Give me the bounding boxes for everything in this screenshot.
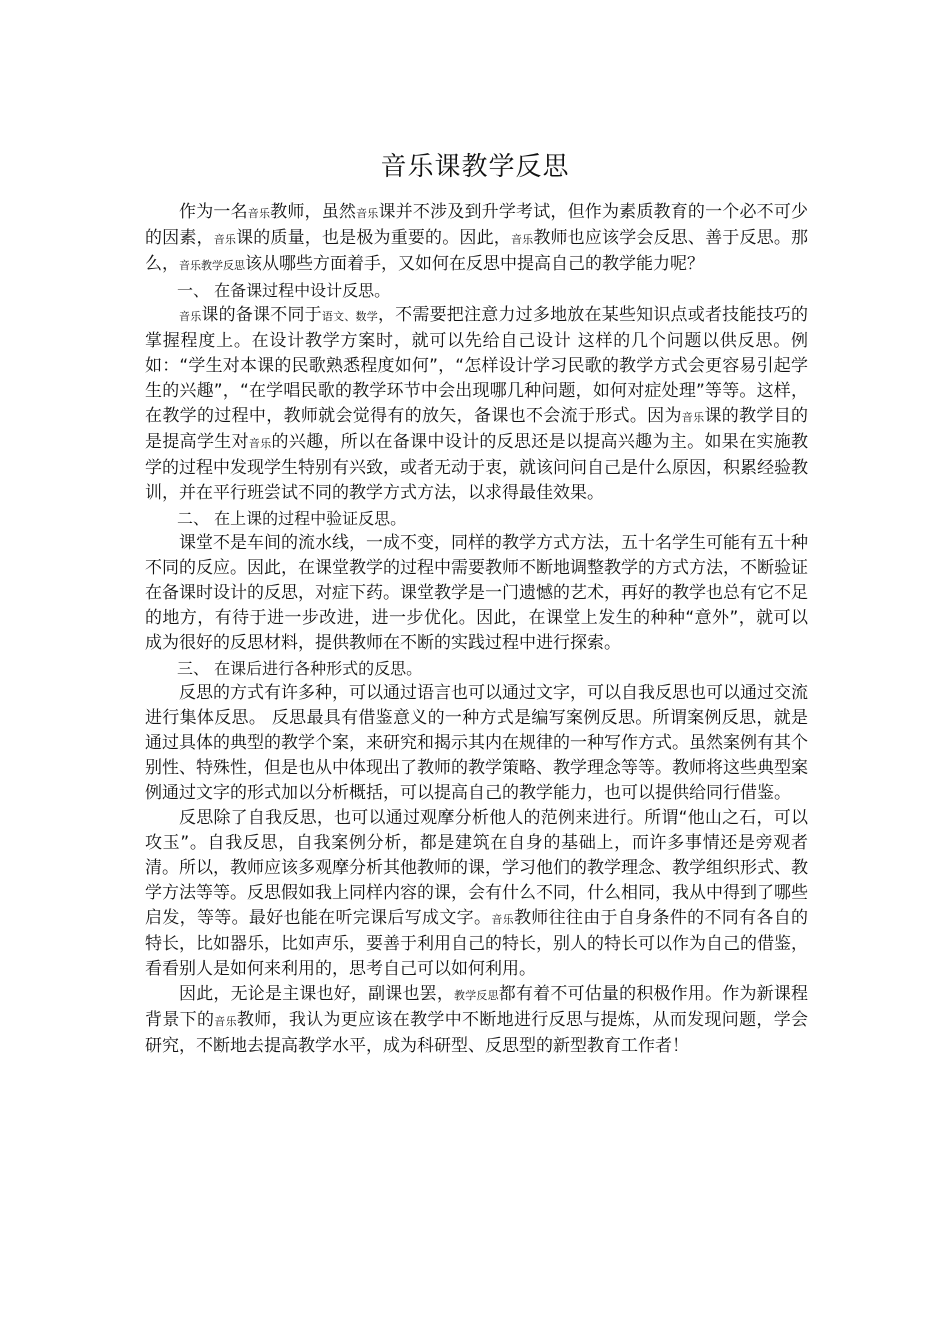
body-paragraph <box>145 531 808 656</box>
page-title: 音乐课教学反思 <box>380 152 570 182</box>
text-run: 课的教学目的是提高学生对 <box>145 406 809 452</box>
body-paragraph <box>145 303 808 506</box>
text-run: 教师往往由于自身条件的不同有各自的特长，比如器乐，比如声乐，要善于利用自己的特长，别人的特长可以作为自己的借鉴，看看别人是如何来利用的，思考自己可以如何利用。 <box>145 908 809 979</box>
inline-small-text: 教学反思 <box>454 989 499 1002</box>
inline-small-text: 音乐 <box>356 207 379 220</box>
text-run: 反思除了自我反思，也可以通过观摩分析他人的范例来进行。所谓“他山之石，可以攻玉”。自我反思，自我案例分析，都是建筑在自身的基础上，而许多事情还是旁观者清。所以，教师应该多观摩分析其他教师的课，学习他们的教学理念、教学组织形式、教学方法等等。反思假如我上同样内容的课，会有什么不同，什么相同，我从中得到了哪些启发，等等。最好也能在听完课后写成文字。 <box>145 808 808 928</box>
inline-small-text: 音乐 <box>510 233 534 246</box>
text-run: 因此，无论是主课也好，副课也罢， <box>179 984 455 1004</box>
text-run: 教师，虽然 <box>270 202 357 222</box>
body-paragraph <box>145 806 808 982</box>
text-run: 二、 在上课的过程中验证反思。 <box>177 509 407 528</box>
inline-small-text: 语文、数学 <box>321 310 378 323</box>
inline-small-text: 音乐 <box>681 411 705 424</box>
text-run: 课并不涉及到升学考试，但作为素质教育的一个必不可少的因素， <box>145 202 809 248</box>
text-run: 课堂不是车间的流水线，一成不变，同样的教学方式方法，五十名学生可能有五十种不同的反应。因此，在课堂教学的过程中需要教师不断地调整教学的方式方法，不断验证在备课时设计的反思，对症下药。课堂教学是一门遗憾的艺术，再好的教学也总有它不足的地方，有待于进一步改进，进一步优化。因此，在课堂上发生的种种“意外”，就可以成为很好的反思材料，提供教师在不断的实践过程中进行探索。 <box>145 533 808 653</box>
body-paragraph <box>145 681 808 806</box>
text-run: 一、 在备课过程中设计反思。 <box>177 281 391 300</box>
text-run: 该从哪些方面着手，又如何在反思中提高自己的教学能力呢？ <box>245 254 704 274</box>
text-run: 作为一名 <box>179 202 248 222</box>
inline-small-text: 音乐教学反思 <box>179 259 245 272</box>
text-run: 课的备课不同于 <box>201 305 322 325</box>
body-paragraph <box>145 200 808 278</box>
inline-small-text: 音乐 <box>247 207 271 220</box>
text-run: 课的质量，也是极为重要的。因此， <box>236 228 511 248</box>
text-run: 都有着不可估量的积极作用。作为新课程背景下的 <box>145 984 809 1030</box>
body-paragraph <box>145 982 808 1059</box>
inline-small-text: 音乐 <box>214 1015 237 1028</box>
text-run: ，不需要把注意力过多地放在某些知识点或者技能技巧的掌握程度上。在设计教学方案时，就可以先给自己设计 这样的几个问题以供反思。例如：“学生对本课的民歌熟悉程度如何”，“怎样设计学习民歌的教学方式会更容易引起学生的兴趣”，“在学唱民歌的教学环节中会出现哪几种问题，如何对症处理”等等。这样，在教学的过程中，教师就会觉得有的放矢，备课也不会流于形式。因为 <box>145 305 809 426</box>
inline-small-text: 音乐 <box>213 233 237 246</box>
inline-small-text: 音乐 <box>248 437 272 450</box>
text-run: 教师，我认为更应该在教学中不断地进行反思与提炼，从而发现问题，学会研究，不断地去提高教学水平，成为科研型、反思型的新型教育工作者！ <box>145 1010 809 1056</box>
text-run: 教师也应该学会反思、善于反思。那么， <box>145 228 809 274</box>
section-heading <box>145 506 808 531</box>
text-run: 的兴趣，所以在备课中设计的反思还是以提高兴趣为主。如果在实施教学的过程中发现学生特别有兴致，或者无动于衷，就该问问自己是什么原因，积累经验教训，并在平行班尝试不同的教学方式方法，以求得最佳效果。 <box>145 432 809 503</box>
section-heading <box>145 278 808 303</box>
inline-small-text: 音乐 <box>491 913 514 926</box>
text-run: 反思的方式有许多种，可以通过语言也可以通过文字，可以自我反思也可以通过交流进行集体反思。 反思最具有借鉴意义的一种方式是编写案例反思。所谓案例反思，就是通过具体的典型的教学个案，来研究和揭示其内在规律的一种写作方式。虽然案例有其个别性、特殊性，但是也从中体现出了教师的教学策略、教学理念等等。教师将这些典型案例通过文字的形式加以分析概括，可以提高自己的教学能力，也可以提供给同行借鉴。 <box>145 683 808 803</box>
section-heading <box>145 656 808 681</box>
text-run: 三、 在课后进行各种形式的反思。 <box>177 659 423 678</box>
inline-small-text: 音乐 <box>179 310 202 323</box>
document-body <box>145 200 808 1059</box>
